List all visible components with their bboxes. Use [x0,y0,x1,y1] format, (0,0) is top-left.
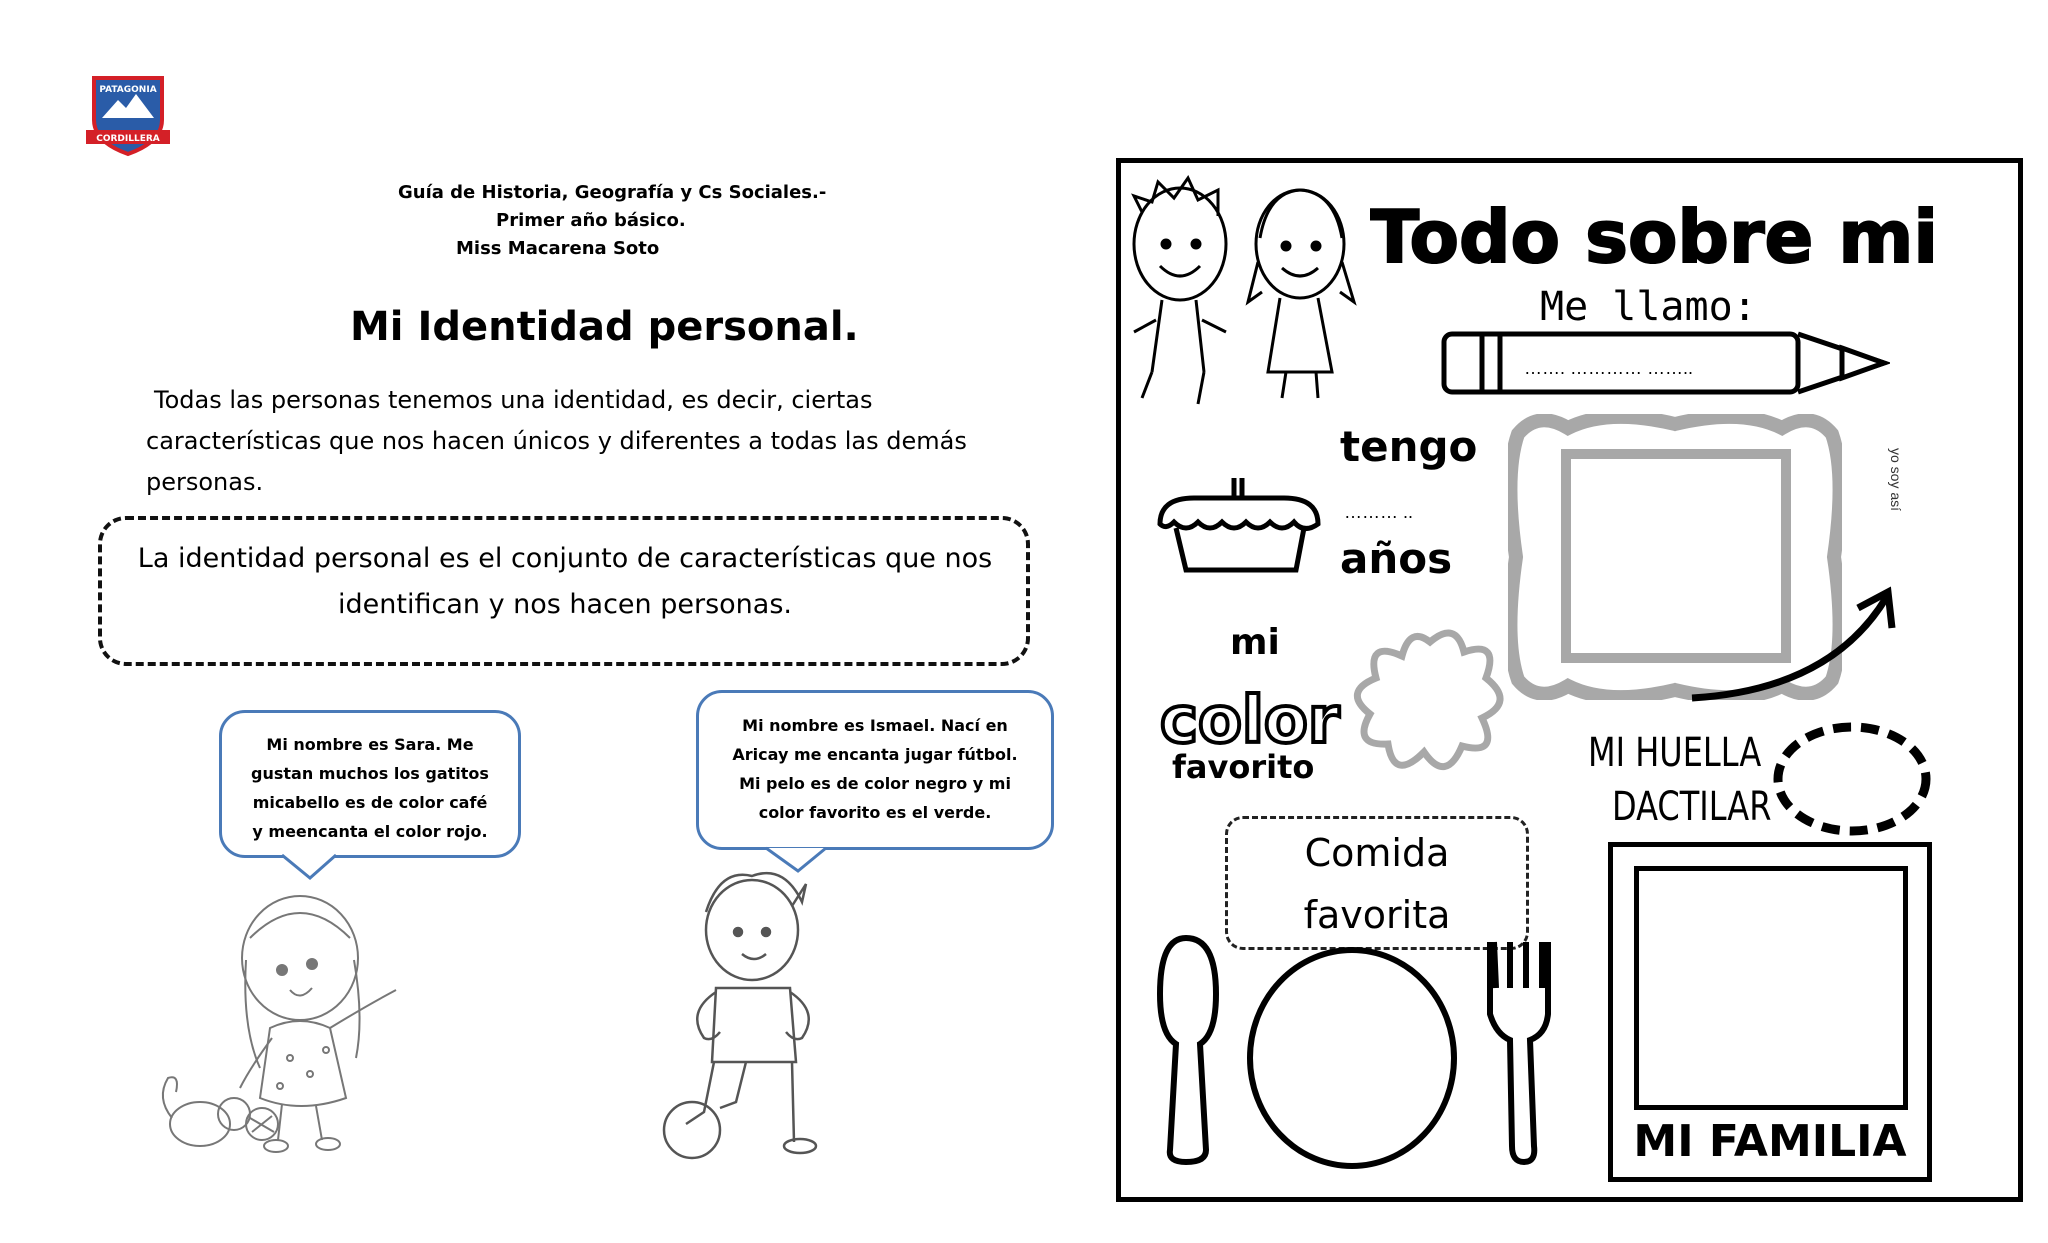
speech-bubble-ismael [696,690,1054,850]
bubble-line: micabello es de color café [252,793,488,812]
bubble-line: Mi pelo es de color negro y mi [739,774,1011,793]
bubble-line: Aricay me encanta jugar fútbol. [732,745,1018,764]
comida-line: Comida [1304,831,1450,875]
definition-text [110,536,1020,628]
mi-familia-photo-area [1634,866,1908,1110]
mi-familia-label: MI FAMILIA [1633,1116,1907,1167]
school-logo [80,72,176,158]
girl-with-cat-illustration [150,878,430,1168]
arrow-label: yo soy así [1888,448,1904,512]
huella-label-line2: DACTILAR [1612,784,1772,830]
age-dots: ……… .. [1344,502,1414,522]
kids-illustration [1122,172,1374,412]
intro-line: personas. [146,468,264,496]
worksheet-title [1370,184,1954,284]
name-dots: ……. ………… …….. [1524,358,1694,378]
bubble-line: color favorito es el verde. [758,803,992,822]
logo-top-text: PATAGONIA [99,85,157,95]
worksheet-title-text: Todo sobre mi [1370,195,1939,279]
bubble-line: Mi nombre es Ismael. Nací en [742,716,1008,735]
me-llamo-label: Me llamo: [1540,284,1757,330]
favorito-label: favorito [1172,748,1315,786]
bubble-line: gustan muchos los gatitos [251,764,489,783]
header-teacher: Miss Macarena Soto [456,238,660,259]
anos-label: años [1340,534,1453,583]
comida-favorita-label [1225,822,1529,946]
header-subject: Guía de Historia, Geografía y Cs Sociales.- [398,182,827,203]
tengo-label: tengo [1340,422,1478,471]
paint-splash-icon [1346,622,1514,790]
place-setting-illustration [1156,934,1576,1174]
color-label-text: color [1160,684,1340,756]
fingerprint-area [1772,720,1932,838]
header-grade: Primer año básico. [496,210,686,231]
birthday-cake-icon [1154,474,1324,576]
logo-bottom-text: CORDILLERA [96,134,160,144]
intro-paragraph [146,380,966,503]
boy-with-ball-illustration [650,862,860,1172]
huella-label-line1: MI HUELLA [1588,730,1762,776]
definition-line: identifican y nos hacen personas. [338,589,792,620]
color-label [1156,676,1376,756]
page-title: Mi Identidad personal. [350,304,859,350]
definition-line: La identidad personal es el conjunto de características que nos [137,543,993,574]
comida-line: favorita [1303,893,1451,937]
bubble-line: Mi nombre es Sara. Me [266,735,474,754]
intro-line: características que nos hacen únicos y diferentes a todas las demás [146,427,967,455]
intro-line: Todas las personas tenemos una identidad, es decir, ciertas [154,386,873,414]
speech-bubble-sara [219,710,521,858]
bubble-line: y meencanta el color rojo. [252,822,488,841]
mi-label: mi [1230,622,1280,663]
